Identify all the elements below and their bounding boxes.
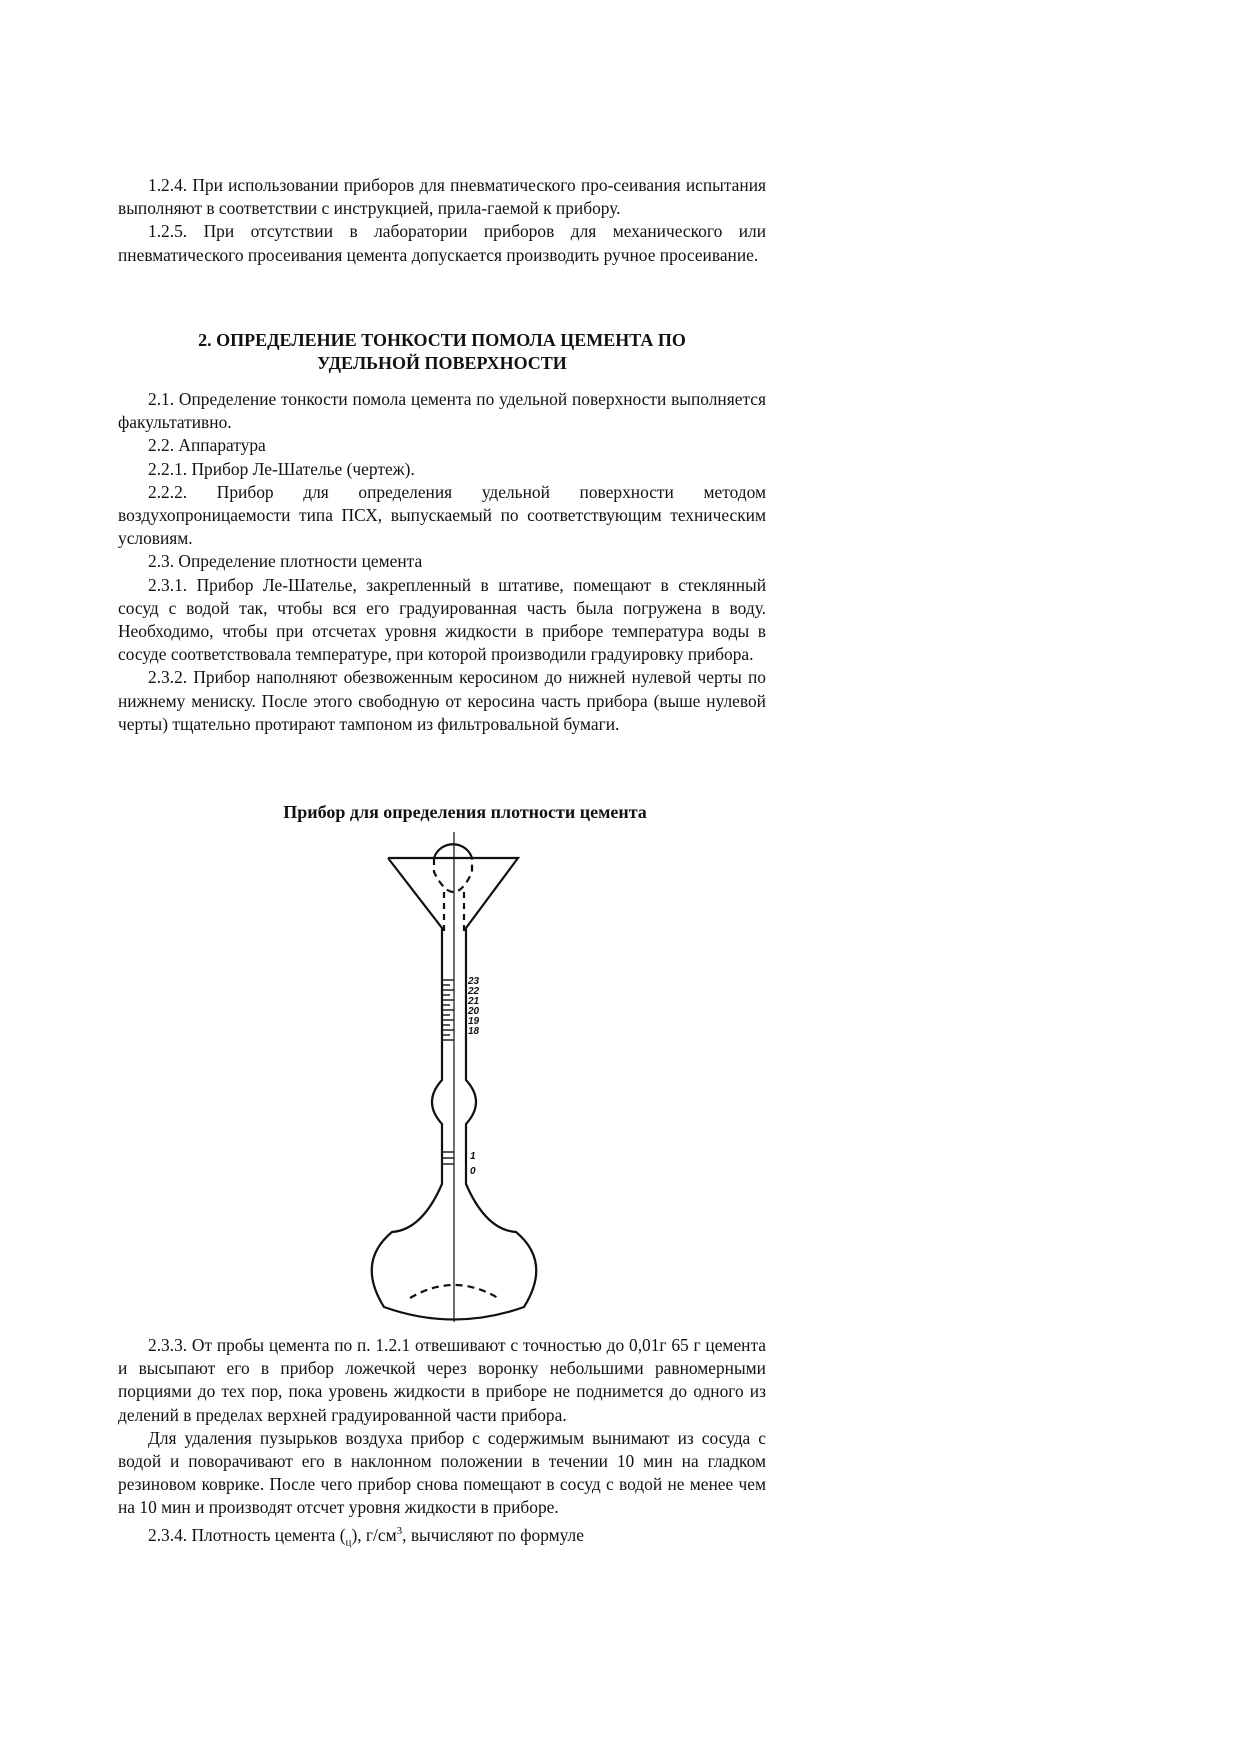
scale-label-0: 0 (470, 1166, 476, 1177)
density-subscript: ц (345, 1535, 352, 1548)
paragraph-bubbles: Для удаления пузырьков воздуха прибор с содержимым вынимают из сосуда с водой и поворачивают его в наклонном положении в течении 10 мин на гладком резиновом коврике. После чего прибор снова помещают в сосуд с водой не менее чем на 10 мин и производят отсчет уровня жидкости в приборе. (118, 1427, 766, 1518)
scale-label-21: 21 (468, 996, 480, 1007)
paragraph-1-2-4: 1.2.4. При использовании приборов для пневматического про-сеивания испытания выполняют в соответствии с инструкцией, прила-гаемой к прибору. (118, 175, 766, 219)
scale-label-22: 22 (468, 986, 480, 997)
paragraph-2-2-1: 2.2.1. Прибор Ле-Шателье (чертеж). (148, 458, 415, 479)
paragraph-2-3-4 (118, 1520, 766, 1554)
funnel-cap (434, 844, 472, 858)
section-1-2 (118, 174, 766, 267)
paragraph-2-3-2: 2.3.2. Прибор наполняют обезвоженным керосином до нижней нулевой черты по нижнему мениску. После этого свободную от керосина часть прибора (выше нулевой черты) тщательно протирают тампоном из фильтровальной бумаги. (118, 667, 766, 734)
paragraph-2-2-2: 2.2.2. Прибор для определения удельной поверхности методом воздухопроницаемости типа ПСХ, выпускаемый по соответствующим техническим условиям. (118, 481, 766, 549)
paragraph-2-3-1: 2.3.1. Прибор Ле-Шателье, закрепленный в штативе, помещают в стеклянный сосуд с водой так, чтобы вся его градуированная часть была погружена в воду. Необходимо, чтобы при отсчетах уровня жидкости в приборе температура воды в сосуде соответствовала температуре, при которой производили градуировку прибора. (118, 574, 766, 665)
scale-label-1: 1 (470, 1151, 476, 1162)
scale-label-23: 23 (468, 976, 480, 987)
figure-title: Прибор для определения плотности цемента (283, 802, 647, 822)
paragraph-2-3-4-mid: ), г/см (351, 1524, 397, 1545)
section-2-heading (118, 329, 766, 375)
paragraph-2-2: 2.2. Аппаратура (148, 435, 266, 456)
funnel-left (388, 858, 442, 1042)
heading-section-2: 2. ОПРЕДЕЛЕНИЕ ТОНКОСТИ ПОМОЛА ЦЕМЕНТА ПО УДЕЛЬНОЙ ПОВЕРХНОСТИ (198, 330, 686, 373)
scale-label-20: 20 (468, 1006, 480, 1017)
scale-label-19: 19 (468, 1016, 480, 1027)
paragraph-2-3: 2.3. Определение плотности цемента (148, 551, 423, 572)
paragraph-1-2-5: 1.2.5. При отсутствии в лаборатории приборов для механического или пневматического просеивания цемента допускается производить ручное просеивание. (118, 221, 766, 265)
paragraph-2-1: 2.1. Определение тонкости помола цемента по удельной поверхности выполняется факультативно. (118, 389, 766, 433)
section-2-3-3 (118, 1334, 766, 1554)
paragraph-2-3-4-after: , вычисляют по формуле (402, 1524, 584, 1545)
stopper-dashed (434, 858, 472, 892)
paragraph-2-3-3: 2.3.3. От пробы цемента по п. 1.2.1 отвешивают с точностью до 0,01г 65 г цемента и высыпают его в прибор ложечкой через воронку небольшими равномерными порциями до тех пор, пока уровень жидкости в приборе не поднимется до одного из делений в пределах верхней градуированной части прибора. (118, 1335, 766, 1425)
section-2-body (118, 388, 766, 736)
lower-scale-marks (442, 1152, 454, 1164)
flask-drawing (370, 832, 550, 1322)
funnel-right (388, 858, 518, 1042)
scale-label-18: 18 (468, 1026, 480, 1037)
upper-scale-marks (442, 980, 454, 1040)
paragraph-2-3-4-before: 2.3.4. Плотность цемента ( (148, 1524, 346, 1545)
le-chatelier-flask-figure (370, 832, 550, 1322)
unit-superscript: 3 (396, 1524, 403, 1537)
scale-labels (467, 976, 480, 1177)
